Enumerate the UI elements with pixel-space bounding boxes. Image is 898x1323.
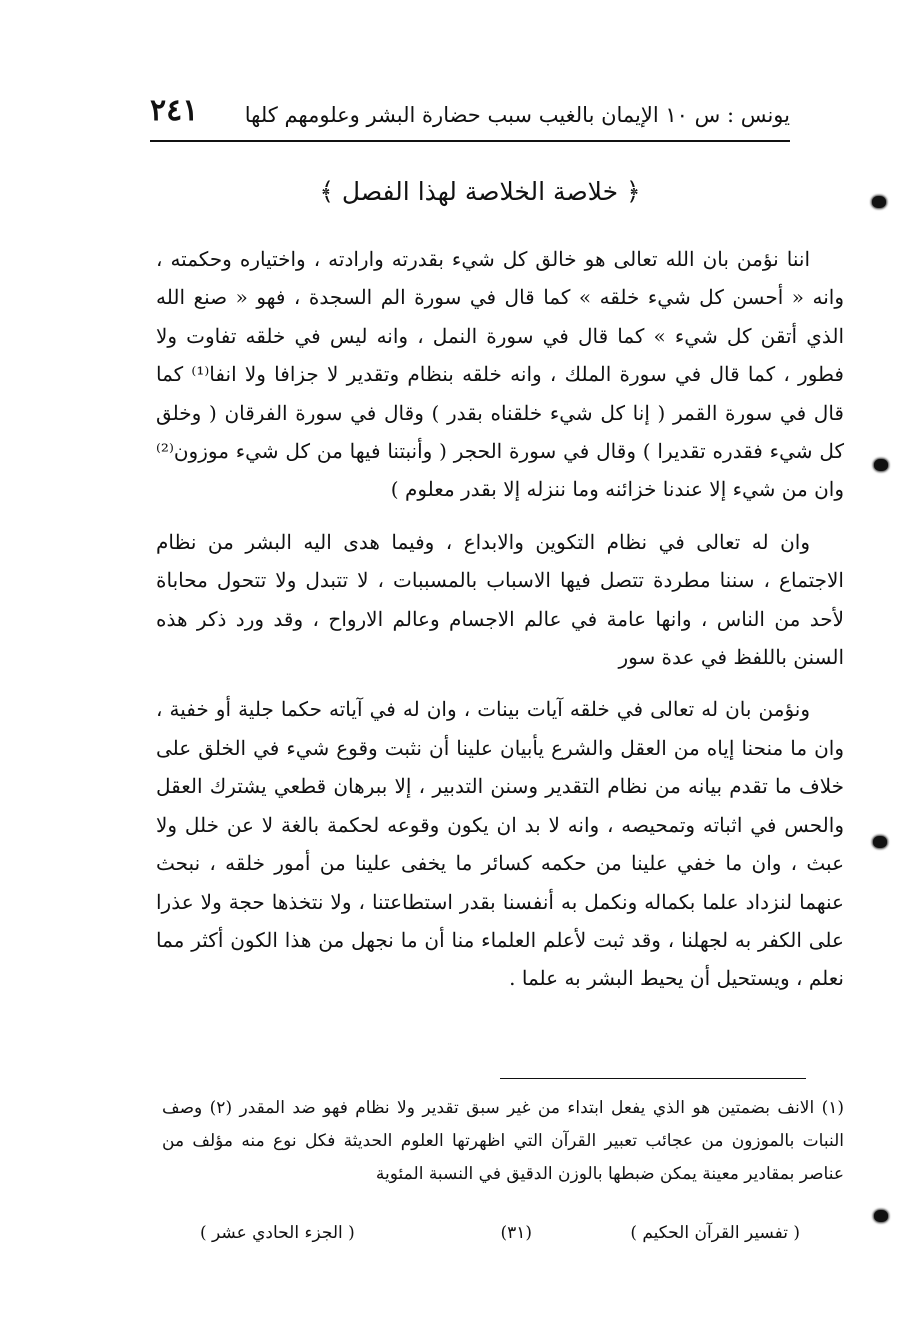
footnote-rule: [500, 1078, 806, 1079]
punch-hole-mark: [873, 836, 887, 848]
paragraph: وان له تعالى في نظام التكوين والابداع ، وفيما هدى اليه البشر من نظام الاجتماع ، سننا مطردة تتصل فيها الاسباب بالمسببات ، لا تتبدل ولا تتحول محاباة لأحد من الناس ، وانها عامة في عالم الاجسام وعالم الارواح ، وقد ورد ذكر هذه السنن باللفظ في عدة سور: [156, 529, 844, 670]
footnotes: [162, 1092, 844, 1191]
footer-signature: (٣١): [500, 1223, 532, 1243]
footnote: (١) الانف بضمتين هو الذي يفعل ابتداء من غير سبق تقدير ولا نظام فهو ضد المقدر (٢) وصف النبات بالموزون من عجائب تعبير القرآن التي اظهرتها العلوم الحديثة فكل نوع منه مؤلف من عناصر بمقادير معينة يمكن ضبطها بالوزن الدقيق في النسبة المئوية: [162, 1098, 844, 1184]
punch-hole-mark: [872, 196, 886, 208]
punch-hole-mark: [874, 1210, 888, 1222]
page-footer: [200, 1218, 800, 1248]
running-title: يونس : س ١٠ الإيمان بالغيب سبب حضارة البشر وعلومهم كلها: [244, 103, 790, 127]
paragraph: اننا نؤمن بان الله تعالى هو خالق كل شيء بقدرته وارادته ، واختياره وحكمته ، وانه « أحسن كل شيء خلقه » كما قال في سورة الم السجدة ، فهو « صنع الله الذي أتقن كل شيء » كما قال في سورة النمل ، وانه ليس في خلقه تفاوت ولا فطور ، كما قال في سورة الملك ، وانه خلقه بنظام وتقدير لا جزافا ولا انفا⁽¹⁾ كما قال في سورة القمر ( إنا كل شيء خلقناه بقدر ) وقال في سورة الفرقان ( وخلق كل شيء فقدره تقديرا ) وقال في سورة الحجر ( وأنبتنا فيها من كل شيء موزون⁽²⁾ وان من شيء إلا عندنا خزائنه وما ننزله إلا بقدر معلوم ): [156, 247, 844, 502]
page-header: [150, 92, 790, 138]
page-number: ٢٤١: [150, 93, 199, 128]
paragraph: ونؤمن بان له تعالى في خلقه آيات بينات ، وان له في آياته حكما جلية أو خفية ، وان ما منحنا إياه من العقل والشرع يأبيان علينا أن نثبت وقوع شيء في الخلق على خلاف ما تقدم بيانه من نظام التقدير وسنن التدبير ، إلا ببرهان قطعي يشترك العقل والحس في اثباته وتمحيصه ، وانه لا بد ان يكون وقوعه لحكمة بالغة لا عن خلل ولا عبث ، وان ما خفي علينا من حكمه كسائر ما يخفى علينا من أمور خلقه ، نبحث عنهما لنزداد علما بكماله ونكمل به أنفسنا بقدر استطاعتنا ، ولا نتخذها حجة ولا عذرا على الكفر به لجهلنا ، وقد ثبت لأعلم العلماء منا أن ما نجهل من هذا الكون أكثر مما نعلم ، ويستحيل أن يحيط البشر به علما .: [156, 697, 844, 991]
footer-book-title: ( تفسير القرآن الحكيم ): [630, 1223, 800, 1243]
punch-hole-mark: [874, 459, 888, 471]
section-title: ﴿ خلاصة الخلاصة لهذا الفصل ﴾: [319, 177, 641, 206]
main-text: [156, 240, 844, 1012]
header-rule: [150, 140, 790, 142]
footer-part: ( الجزء الحادي عشر ): [200, 1223, 355, 1243]
